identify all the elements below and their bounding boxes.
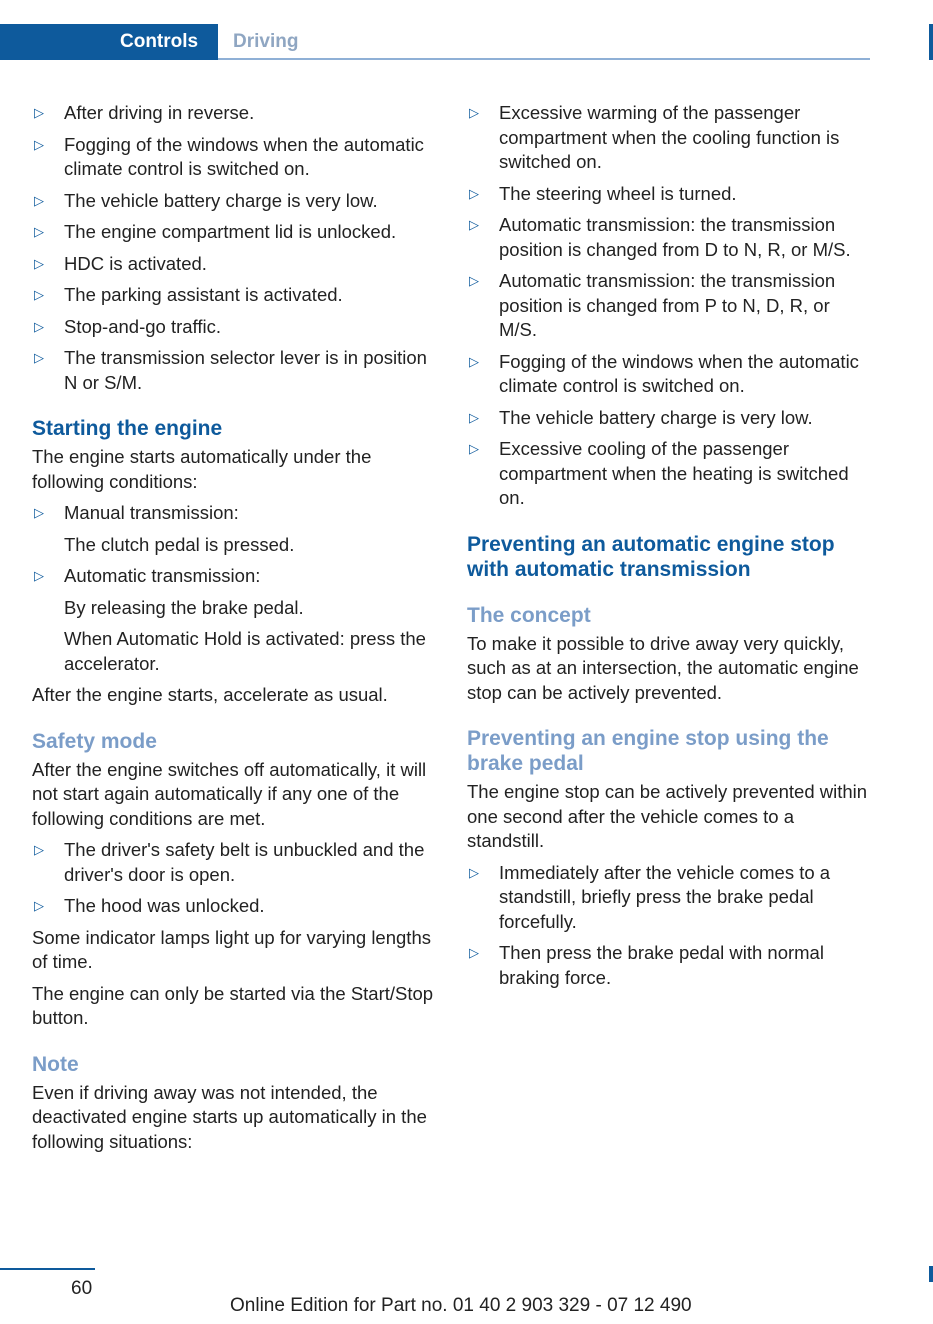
- bullet-triangle-icon: ▷: [469, 185, 479, 201]
- safety-intro: After the engine switches off automatically, it will not start again automatically if any one of the following conditions are met.: [32, 758, 427, 829]
- safety-para-start-stop: The engine can only be started via the Start/Stop button.: [32, 982, 434, 1028]
- bullet-triangle-icon: ▷: [34, 842, 44, 857]
- bullet-triangle-icon: ▷: [34, 898, 44, 913]
- brake-steps-list: [467, 861, 871, 991]
- header-subsection: Driving: [233, 31, 299, 52]
- bullet-triangle-icon: ▷: [469, 105, 479, 120]
- page-number: 60: [71, 1278, 93, 1299]
- heading-note: Note: [32, 1052, 79, 1076]
- restart-conditions-list-continued: [467, 101, 871, 511]
- bullet-triangle-icon: ▷: [469, 441, 479, 456]
- list-item: ▷ Automatic transmission:: [32, 564, 440, 589]
- bullet-triangle-icon: ▷: [34, 568, 44, 583]
- bullet-triangle-icon: ▷: [469, 864, 479, 880]
- list-item: ▷ Automatic transmission: the transmission position is changed from P to N, D, R, or M/S.: [469, 270, 836, 340]
- auto-hold-sub-text: When Automatic Hold is activated: press the accelerator.: [64, 628, 426, 674]
- bullet-triangle-icon: ▷: [469, 353, 479, 369]
- header-section-tab: Controls: [0, 24, 218, 60]
- list-item: ▷ The parking assistant is activated.: [32, 283, 440, 308]
- bullet-triangle-icon: ▷: [34, 224, 44, 239]
- bullet-triangle-icon: ▷: [469, 409, 479, 425]
- bullet-triangle-icon: ▷: [34, 350, 44, 365]
- header-rule: [218, 58, 870, 60]
- restart-conditions-list: [32, 101, 440, 395]
- manual-sub-text: The clutch pedal is pressed.: [64, 533, 295, 555]
- bullet-triangle-icon: ▷: [34, 105, 44, 120]
- list-item: ▷ Then press the brake pedal with normal braking force.: [469, 942, 824, 988]
- heading-preventing-stop: Preventing an automatic engine stop with automatic transmission: [467, 532, 835, 581]
- edge-marker: [929, 1266, 933, 1282]
- bullet-triangle-icon: ▷: [34, 318, 44, 334]
- brake-intro: The engine stop can be actively prevented within one second after the vehicle comes to a standstill.: [467, 781, 868, 851]
- starting-intro: The engine starts automatically under the following conditions:: [32, 446, 372, 492]
- right-column: [467, 101, 871, 997]
- bullet-triangle-icon: ▷: [34, 192, 44, 208]
- left-column: [32, 101, 440, 1161]
- starting-list-auto: [32, 564, 440, 589]
- concept-text: To make it possible to drive away very quickly, such as at an intersection, the automatic engine stop can be actively prevented.: [467, 632, 859, 703]
- after-start-text: After the engine starts, accelerate as usual.: [32, 684, 388, 705]
- list-item: ▷ Fogging of the windows when the automatic climate control is switched on.: [34, 133, 424, 179]
- list-item: ▷ Fogging of the windows when the automatic climate control is switched on.: [469, 350, 859, 396]
- edge-marker: [929, 24, 933, 60]
- bullet-triangle-icon: ▷: [469, 945, 479, 960]
- list-item: ▷ Excessive warming of the passenger compartment when the cooling function is switched on.: [469, 102, 840, 172]
- bullet-triangle-icon: ▷: [34, 287, 44, 302]
- list-item: ▷ The hood was unlocked.: [32, 894, 440, 919]
- heading-safety-mode: Safety mode: [32, 729, 157, 753]
- list-item: ▷ After driving in reverse.: [32, 101, 440, 126]
- list-item: ▷ The engine compartment lid is unlocked.: [32, 220, 440, 245]
- list-item: ▷ The driver's safety belt is unbuckled and the driver's door is open.: [34, 839, 425, 885]
- list-item: ▷ The transmission selector lever is in position N or S/M.: [34, 347, 427, 393]
- note-text: Even if driving away was not intended, the deactivated engine starts up automatically in the following situations:: [32, 1081, 427, 1152]
- list-item: ▷ Manual transmission:: [32, 501, 440, 526]
- list-item: ▷ HDC is activated.: [32, 252, 440, 277]
- bullet-triangle-icon: ▷: [34, 505, 44, 520]
- list-item: ▷ Excessive cooling of the passenger compartment when the heating is switched on.: [469, 438, 849, 508]
- bullet-triangle-icon: ▷: [469, 273, 479, 288]
- list-item: ▷ Stop-and-go traffic.: [32, 315, 440, 340]
- list-item: ▷ Automatic transmission: the transmission position is changed from D to N, R, or M/S.: [469, 214, 851, 260]
- list-item: ▷ The steering wheel is turned.: [467, 182, 871, 207]
- bullet-triangle-icon: ▷: [469, 217, 479, 232]
- list-item: ▷ The vehicle battery charge is very low.: [32, 189, 440, 214]
- bullet-triangle-icon: ▷: [34, 136, 44, 152]
- list-item: ▷ The vehicle battery charge is very low.: [467, 406, 871, 431]
- safety-para-lamps: Some indicator lamps light up for varying lengths of time.: [32, 926, 431, 972]
- footer-edition: Online Edition for Part no. 01 40 2 903 329 - 07 12 490: [230, 1295, 692, 1316]
- bullet-triangle-icon: ▷: [34, 255, 44, 271]
- heading-brake-pedal: Preventing an engine stop using the brake pedal: [467, 727, 829, 775]
- heading-starting-engine: Starting the engine: [32, 417, 223, 440]
- auto-sub-text: By releasing the brake pedal.: [64, 596, 304, 618]
- footer-rule: [0, 1268, 95, 1270]
- starting-list: [32, 501, 440, 526]
- list-item: ▷ Immediately after the vehicle comes to a standstill, briefly press the brake pedal forcefully.: [469, 861, 831, 932]
- safety-list: [32, 838, 440, 919]
- heading-concept: The concept: [467, 603, 591, 627]
